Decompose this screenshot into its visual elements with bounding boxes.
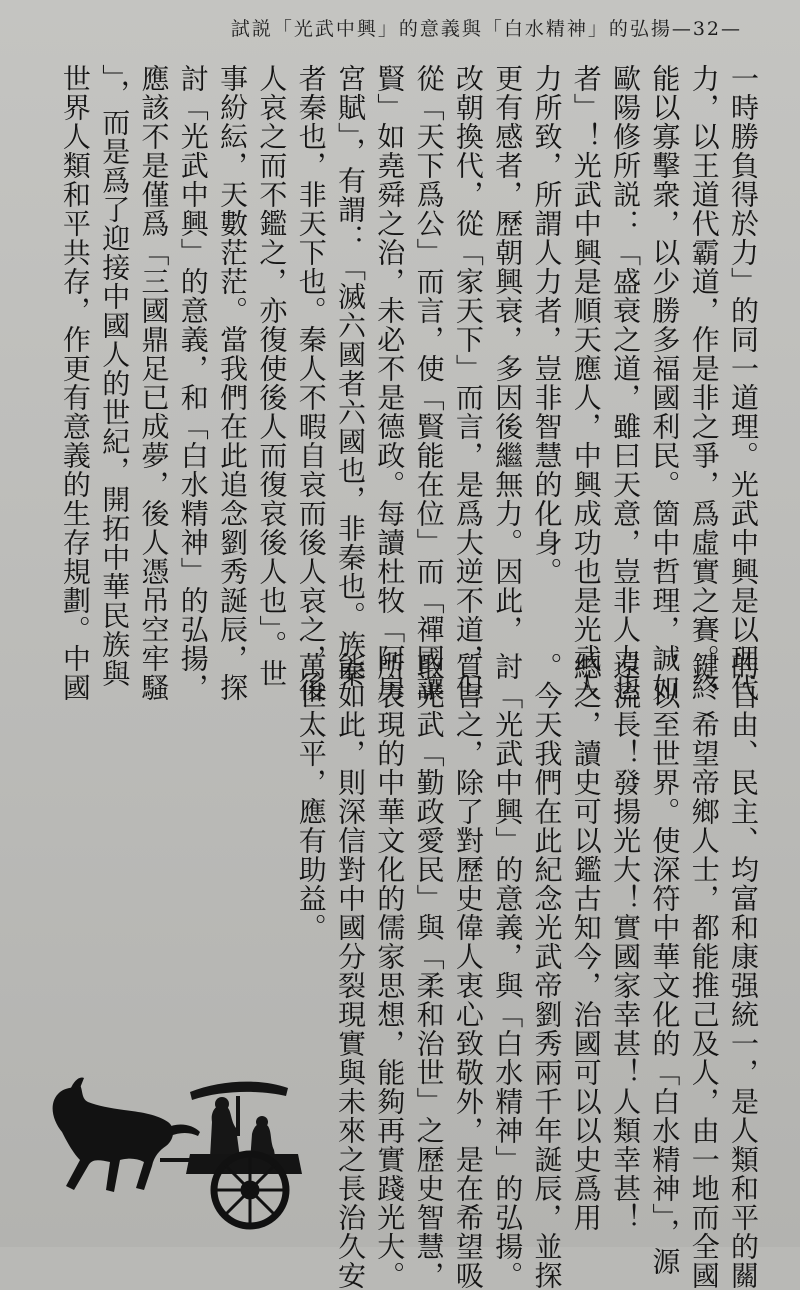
text-column: 能如此，則深信對中國分裂現實與未來之長治久安 [334, 652, 367, 1290]
text-column: 。今天我們在此紀念光武帝劉秀兩千年誕辰，並探 [530, 652, 564, 1290]
text-column: 能以寡擊衆，以少勝多福國利民。箇中哲理，誠如 [648, 64, 682, 702]
canopy-figure [190, 1082, 288, 1136]
text-column: 討「光武中興」的意義，和「白水精神」的弘揚， [176, 64, 210, 702]
text-column: 從「天下爲公」而言，使「賢能在位」而「禪國讓 [412, 64, 446, 702]
text-column: 的自由、民主、均富和康强統一，是人類和平的關 [727, 652, 760, 1290]
text-column: 應該不是僅爲「三國鼎足已成夢，後人憑吊空牢騷 [137, 64, 171, 702]
text-column: 討「光武中興」的意義，與「白水精神」的弘揚。 [491, 652, 525, 1290]
text-column: 更有感者，歷朝興衰，多因後繼無力。因此， [491, 64, 525, 644]
text-column: 者」！光武中興是順天應人，中興成功也是光武人 [569, 64, 603, 702]
text-column: 事紛紜，天數茫茫。當我們在此追念劉秀誕辰，探 [216, 64, 250, 702]
text-column: 遠流長！發揚光大！實國家幸甚！人類幸甚！ [609, 652, 643, 1232]
text-column: 改朝換代，從「家天下」而言，是爲大逆不道，但 [451, 64, 485, 702]
text-column: 質言之，除了對歷史偉人衷心致敬外，是在希望吸 [451, 652, 485, 1290]
text-column: 賢」如堯舜之治，未必不是德政。每讀杜牧「阿房 [373, 64, 407, 702]
chariot-wheel [214, 1154, 286, 1226]
text-column: ，以至世界。使深符中華文化的「白水精神」，源 [648, 652, 682, 1276]
text-column: 力所致，所謂人力者，豈非智慧的化身。 [530, 64, 564, 586]
chariot-illustration [40, 1062, 310, 1237]
text-column: 總之，讀史可以鑑古知今，治國可以以史爲用 [569, 652, 603, 1232]
text-column: 歐陽修所説：「盛衰之道，雖曰天意，豈非人力也 [609, 64, 643, 702]
text-column: 人哀之而不鑑之，亦復使後人而復哀後人也」。世 [255, 64, 289, 688]
text-column: 所表現的中華文化的儒家思想，能夠再實踐光大。 [373, 652, 407, 1290]
page-header: 試説「光武中興」的意義與「白水精神」的弘揚—32— [230, 18, 742, 40]
text-column: 鍵，希望帝鄉人士，都能推己及人，由一地而全國 [687, 652, 721, 1290]
horse-figure [53, 1078, 200, 1193]
text-column: 取光武「勤政愛民」與「柔和治世」之歷史智慧， [412, 652, 446, 1290]
text-column: 」，而是爲了迎接中國人的世紀，開拓中華民族與 [98, 64, 132, 688]
text-column: 者秦也，非天下也。秦人不暇自哀而後人哀之，後 [294, 64, 328, 702]
text-column: 一時勝負得於力」的同一道理。光武中興是以理代 [727, 64, 760, 702]
text-column: 力，以王道代霸道，作是非之爭，爲虛實之賽。終 [687, 64, 721, 702]
text-column: 世界人類和平共存，作更有意義的生存規劃。中國 [58, 64, 92, 702]
text-column: 萬世太平，應有助益。 [294, 652, 328, 942]
text-column: 宮賦」，有謂：「滅六國者六國也，非秦也。族秦 [334, 64, 367, 688]
